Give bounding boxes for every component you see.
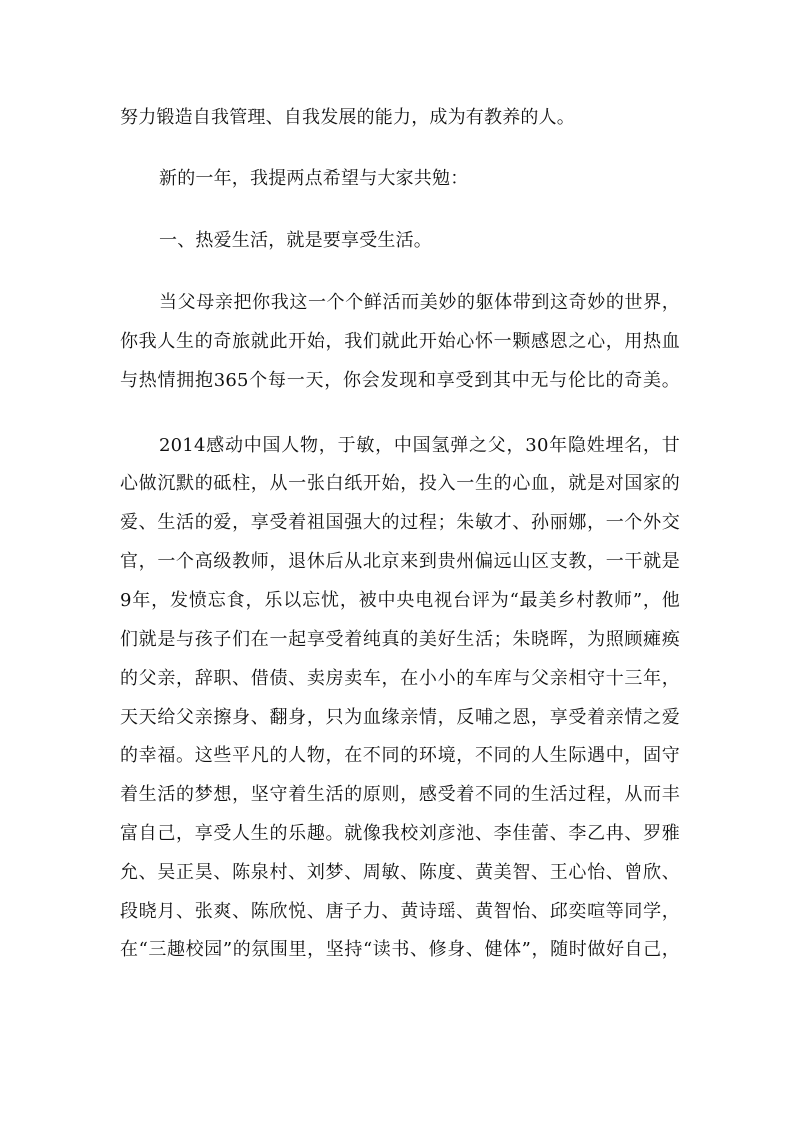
text-line: 们就是与孩子们在一起享受着纯真的美好生活；朱晓晖，为照顾瘫痪 — [120, 629, 680, 650]
text-line: 的父亲，辞职、借债、卖房卖车，在小小的车库与父亲相守十三年， — [120, 668, 680, 689]
text-line: 2014感动中国人物，于敏，中国氢弹之父，30年隐姓埋名，甘 — [159, 435, 680, 456]
text-line: 着生活的梦想，坚守着生活的原则，感受着不同的生活过程，从而丰 — [120, 784, 680, 805]
text-line: 与热情拥抱365个每一天，你会发现和享受到其中无与伦比的奇美。 — [120, 370, 680, 391]
text-line: 心做沉默的砥柱，从一张白纸开始，投入一生的心血，就是对国家的 — [120, 473, 680, 494]
text-line: 当父母亲把你我这一个个鲜活而美妙的躯体带到这奇妙的世界， — [159, 292, 680, 313]
text-line: 爱、生活的爱，享受着祖国强大的过程；朱敏才、孙丽娜，一个外交 — [120, 512, 680, 533]
text-line: 允、吴正昊、陈泉村、刘梦、周敏、陈度、黄美智、王心怡、曾欣、 — [120, 862, 680, 883]
text-line: 的幸福。这些平凡的人物，在不同的环境，不同的人生际遇中，固守 — [120, 745, 680, 766]
text-line: 你我人生的奇旅就此开始，我们就此开始心怀一颗感恩之心，用热血 — [120, 331, 680, 352]
text-line: 段晓月、张爽、陈欣悦、唐子力、黄诗瑶、黄智怡、邱奕喧等同学， — [120, 901, 680, 922]
text-line: 官，一个高级教师，退休后从北京来到贵州偏远山区支教，一干就是 — [120, 551, 680, 572]
text-line: 一、热爱生活，就是要享受生活。 — [159, 230, 432, 251]
text-line: 富自己，享受人生的乐趣。就像我校刘彦池、李佳蕾、李乙冉、罗雅 — [120, 823, 680, 844]
text-line: 天天给父亲擦身、翻身，只为血缘亲情，反哺之恩，享受着亲情之爱 — [120, 707, 680, 728]
text-line: 努力锻造自我管理、自我发展的能力，成为有教养的人。 — [120, 107, 575, 128]
text-line: 在“三趣校园”的氛围里，坚持“读书、修身、健体”，随时做好自己， — [120, 939, 680, 960]
text-line: 9年，发愤忘食，乐以忘忧，被中央电视台评为“最美乡村教师”，他 — [120, 590, 680, 611]
text-line: 新的一年，我提两点希望与大家共勉： — [159, 168, 469, 189]
